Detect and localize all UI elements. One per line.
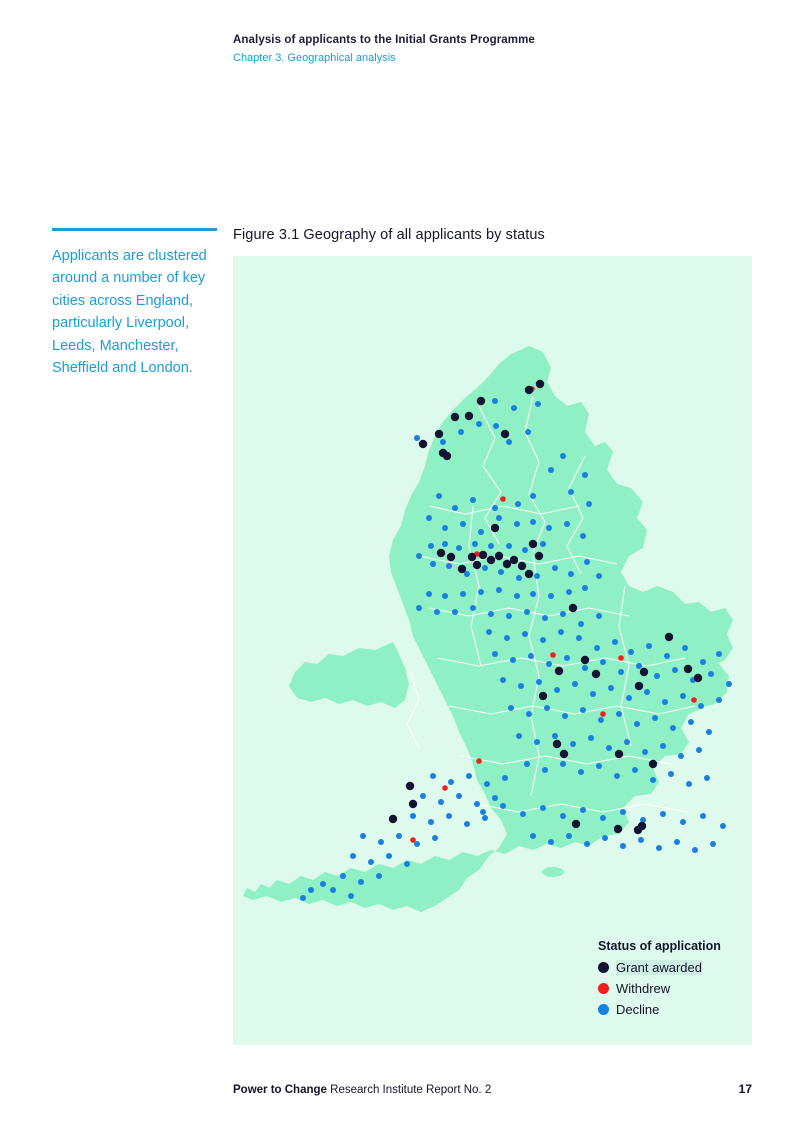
map-point (446, 563, 452, 569)
map-point (410, 837, 416, 843)
legend-title: Status of application (598, 939, 721, 953)
map-point (473, 561, 481, 569)
map-point (548, 467, 554, 473)
map-point (378, 839, 384, 845)
map-point (516, 575, 522, 581)
map-point (430, 561, 436, 567)
map-point (650, 777, 656, 783)
map-point (420, 793, 426, 799)
map-point (726, 681, 732, 687)
map-point (535, 552, 543, 560)
map-point (442, 525, 448, 531)
map-point (680, 819, 686, 825)
map-point (618, 669, 624, 675)
map-point (598, 717, 604, 723)
map-point (522, 631, 528, 637)
map-point (530, 493, 536, 499)
legend-dot-grant-awarded (598, 962, 609, 973)
map-point (568, 489, 574, 495)
map-point (528, 653, 534, 659)
map-point (584, 841, 590, 847)
map-point (592, 670, 600, 678)
map-point (376, 873, 382, 879)
map-point (330, 887, 336, 893)
map-point (566, 833, 572, 839)
map-point (691, 697, 697, 703)
map-point (510, 657, 516, 663)
map-point (486, 629, 492, 635)
map-point (665, 633, 673, 641)
map-point (649, 760, 657, 768)
map-point (406, 782, 414, 790)
map-point (500, 803, 506, 809)
figure-caption: Figure 3.1 Geography of all applicants by status (233, 227, 545, 243)
map-point (588, 735, 594, 741)
map-point (456, 793, 462, 799)
map-point (510, 556, 518, 564)
map-point (706, 729, 712, 735)
map-point (358, 879, 364, 885)
page-footer (233, 1082, 752, 1096)
map-point (615, 750, 623, 758)
map-point (539, 692, 547, 700)
map-point (620, 843, 626, 849)
map-point (586, 501, 592, 507)
footer-report-line (233, 1084, 491, 1096)
map-point (525, 429, 531, 435)
map-point (680, 693, 686, 699)
map-point (606, 745, 612, 751)
map-point (600, 659, 606, 665)
map-point (501, 430, 509, 438)
map-point (716, 697, 722, 703)
map-point (452, 609, 458, 615)
map-point (435, 430, 443, 438)
map-point (558, 629, 564, 635)
map-point (560, 611, 566, 617)
map-point (584, 559, 590, 565)
map-point (554, 687, 560, 693)
map-point (492, 398, 498, 404)
map-point (464, 821, 470, 827)
map-point (582, 585, 588, 591)
map-point (308, 887, 314, 893)
map-point (708, 671, 714, 677)
legend-dot-withdrew (598, 983, 609, 994)
map-point (578, 769, 584, 775)
map-point (426, 515, 432, 521)
map-point (508, 705, 514, 711)
footer-page-number: 17 (738, 1082, 752, 1096)
map-point (564, 655, 570, 661)
map-point (496, 515, 502, 521)
map-point (632, 767, 638, 773)
map-point (452, 505, 458, 511)
map-point (618, 655, 624, 661)
map-point (600, 711, 606, 717)
header-title: Analysis of applicants to the Initial Grants Programme (233, 34, 535, 46)
map-point (472, 541, 478, 547)
map-point (525, 386, 533, 394)
map-point (506, 613, 512, 619)
map-point (416, 605, 422, 611)
map-point (534, 739, 540, 745)
map-point (660, 811, 666, 817)
map-point (530, 519, 536, 525)
map-point (684, 665, 692, 673)
map-point (442, 541, 448, 547)
sidebar-pullquote (52, 228, 220, 380)
map-point (484, 781, 490, 787)
map-point (638, 837, 644, 843)
map-point (546, 661, 552, 667)
map-point (506, 439, 512, 445)
map-point (482, 565, 488, 571)
map-point (542, 615, 548, 621)
map-point (428, 543, 434, 549)
map-point (478, 589, 484, 595)
map-point (614, 825, 622, 833)
map-point (520, 811, 526, 817)
map-point (348, 893, 354, 899)
figure-map-container (233, 256, 752, 1045)
map-point (670, 725, 676, 731)
map-point (572, 681, 578, 687)
map-point (580, 707, 586, 713)
map-point (576, 635, 582, 641)
map-point (700, 659, 706, 665)
map-point (451, 413, 459, 421)
footer-brand: Power to Change (233, 1084, 327, 1096)
map-point (534, 573, 540, 579)
map-point (581, 656, 589, 664)
map-point (590, 691, 596, 697)
map-point (432, 835, 438, 841)
map-point (506, 543, 512, 549)
map-point (578, 621, 584, 627)
map-point (428, 819, 434, 825)
map-point (529, 540, 537, 548)
map-point (440, 439, 446, 445)
map-point (600, 815, 606, 821)
map-point (656, 845, 662, 851)
map-point (580, 533, 586, 539)
map-point (572, 820, 580, 828)
map-point (466, 773, 472, 779)
map-point (552, 565, 558, 571)
map-point (614, 773, 620, 779)
map-point (694, 674, 702, 682)
map-point (550, 652, 556, 658)
map-point (720, 823, 726, 829)
map-point (560, 453, 566, 459)
map-point (396, 833, 402, 839)
map-point (562, 713, 568, 719)
legend-item-decline (598, 1002, 748, 1017)
map-point (570, 741, 576, 747)
map-point (416, 553, 422, 559)
map-point (564, 521, 570, 527)
map-point (682, 645, 688, 651)
map-point (628, 649, 634, 655)
map-point (624, 739, 630, 745)
map-point (437, 549, 445, 557)
map-point (480, 809, 486, 815)
map-point (488, 543, 494, 549)
map-point (340, 873, 346, 879)
map-point (404, 861, 410, 867)
map-point (442, 593, 448, 599)
map-point (560, 761, 566, 767)
map-point (664, 653, 670, 659)
map-point (582, 472, 588, 478)
map-point (493, 423, 499, 429)
legend-item-withdrew (598, 981, 748, 996)
map-point (436, 493, 442, 499)
sidebar-rule (52, 228, 217, 231)
map-point (498, 569, 504, 575)
map-point (522, 547, 528, 553)
map-point (638, 822, 646, 830)
map-point (500, 496, 506, 502)
map-point (635, 682, 643, 690)
map-point (608, 685, 614, 691)
header-subtitle: Chapter 3. Geographical analysis (233, 51, 396, 64)
page-header (233, 33, 753, 65)
map-point (540, 541, 546, 547)
map-point (555, 667, 563, 675)
map-point (458, 565, 466, 573)
map-point (536, 679, 542, 685)
map-point (544, 705, 550, 711)
map-point (518, 683, 524, 689)
legend-item-grant-awarded (598, 960, 748, 975)
map-point (386, 853, 392, 859)
map-point (518, 562, 526, 570)
map-point (536, 380, 544, 388)
map-point (540, 637, 546, 643)
map-point (470, 497, 476, 503)
map-graphic (233, 256, 752, 1045)
map-point (654, 673, 660, 679)
map-point (548, 839, 554, 845)
map-point (476, 421, 482, 427)
sidebar-quote-text: Applicants are clustered around a number of key cities across England, particularly Liverpool, Leeds, Manchester, Sheffield and London. (52, 248, 207, 377)
map-point (535, 401, 541, 407)
map-point (524, 761, 530, 767)
map-point (468, 553, 476, 561)
map-landmass (243, 346, 733, 912)
map-point (442, 785, 448, 791)
map-point (448, 779, 454, 785)
legend-label-decline: Decline (616, 1002, 660, 1017)
map-point (612, 639, 618, 645)
map-point (487, 556, 495, 564)
map-point (504, 635, 510, 641)
map-point (660, 743, 666, 749)
map-point (700, 813, 706, 819)
map-point (470, 605, 476, 611)
map-point (502, 775, 508, 781)
map-point (566, 589, 572, 595)
map-point (492, 795, 498, 801)
legend-dot-decline (598, 1004, 609, 1015)
map-point (488, 611, 494, 617)
map-point (553, 740, 561, 748)
map-point (634, 721, 640, 727)
map-point (368, 859, 374, 865)
map-point (524, 609, 530, 615)
map-point (698, 703, 704, 709)
map-point (620, 809, 626, 815)
map-point (668, 771, 674, 777)
map-point (492, 651, 498, 657)
map-point (548, 593, 554, 599)
map-point (644, 689, 650, 695)
map-point (688, 719, 694, 725)
map-point (662, 699, 668, 705)
map-point (516, 733, 522, 739)
map-point (568, 571, 574, 577)
map-point (514, 593, 520, 599)
map-point (710, 841, 716, 847)
map-point (350, 853, 356, 859)
map-point (476, 758, 482, 764)
map-point (465, 412, 473, 420)
map-point (320, 881, 326, 887)
map-point (478, 529, 484, 535)
map-point (460, 591, 466, 597)
map-point (678, 753, 684, 759)
map-point (646, 643, 652, 649)
map-point (514, 521, 520, 527)
map-point (434, 609, 440, 615)
map-point (596, 763, 602, 769)
map-point (525, 570, 533, 578)
map-point (526, 711, 532, 717)
map-point (477, 397, 485, 405)
map-point (515, 501, 521, 507)
map-point (716, 651, 722, 657)
map-point (674, 839, 680, 845)
map-point (692, 847, 698, 853)
map-point (456, 545, 462, 551)
map-point (596, 613, 602, 619)
map-point (560, 813, 566, 819)
map-point (474, 801, 480, 807)
map-point (410, 813, 416, 819)
map-point (511, 405, 517, 411)
map-point (300, 895, 306, 901)
map-point (596, 573, 602, 579)
map-point (530, 833, 536, 839)
map-point (569, 604, 577, 612)
map-point (552, 733, 558, 739)
map-point (602, 835, 608, 841)
map-point (636, 663, 642, 669)
map-point (409, 800, 417, 808)
map-point (616, 711, 622, 717)
map-point (414, 435, 420, 441)
map-point (446, 813, 452, 819)
map-point (438, 799, 444, 805)
map-point (594, 645, 600, 651)
map-point (686, 781, 692, 787)
map-legend (598, 939, 748, 1023)
map-point (530, 591, 536, 597)
map-point (640, 668, 648, 676)
map-point (492, 505, 498, 511)
map-point (491, 524, 499, 532)
legend-label-grant-awarded: Grant awarded (616, 960, 702, 975)
map-point (642, 749, 648, 755)
map-point (360, 833, 366, 839)
map-point (447, 553, 455, 561)
footer-report-text: Research Institute Report No. 2 (326, 1084, 492, 1096)
map-point (704, 775, 710, 781)
map-point (696, 747, 702, 753)
map-point (672, 667, 678, 673)
map-point (479, 551, 487, 559)
map-point (496, 587, 502, 593)
map-point (540, 805, 546, 811)
map-point (460, 521, 466, 527)
map-point (419, 440, 427, 448)
legend-label-withdrew: Withdrew (616, 981, 671, 996)
map-point (500, 677, 506, 683)
map-point (389, 815, 397, 823)
map-point (495, 552, 503, 560)
map-point (430, 773, 436, 779)
map-point (560, 750, 568, 758)
map-point (482, 815, 488, 821)
map-point (582, 665, 588, 671)
map-point (458, 429, 464, 435)
map-point (652, 715, 658, 721)
map-point (443, 452, 451, 460)
map-point (626, 695, 632, 701)
map-point (426, 591, 432, 597)
map-point (580, 807, 586, 813)
map-point (542, 767, 548, 773)
map-point (546, 525, 552, 531)
